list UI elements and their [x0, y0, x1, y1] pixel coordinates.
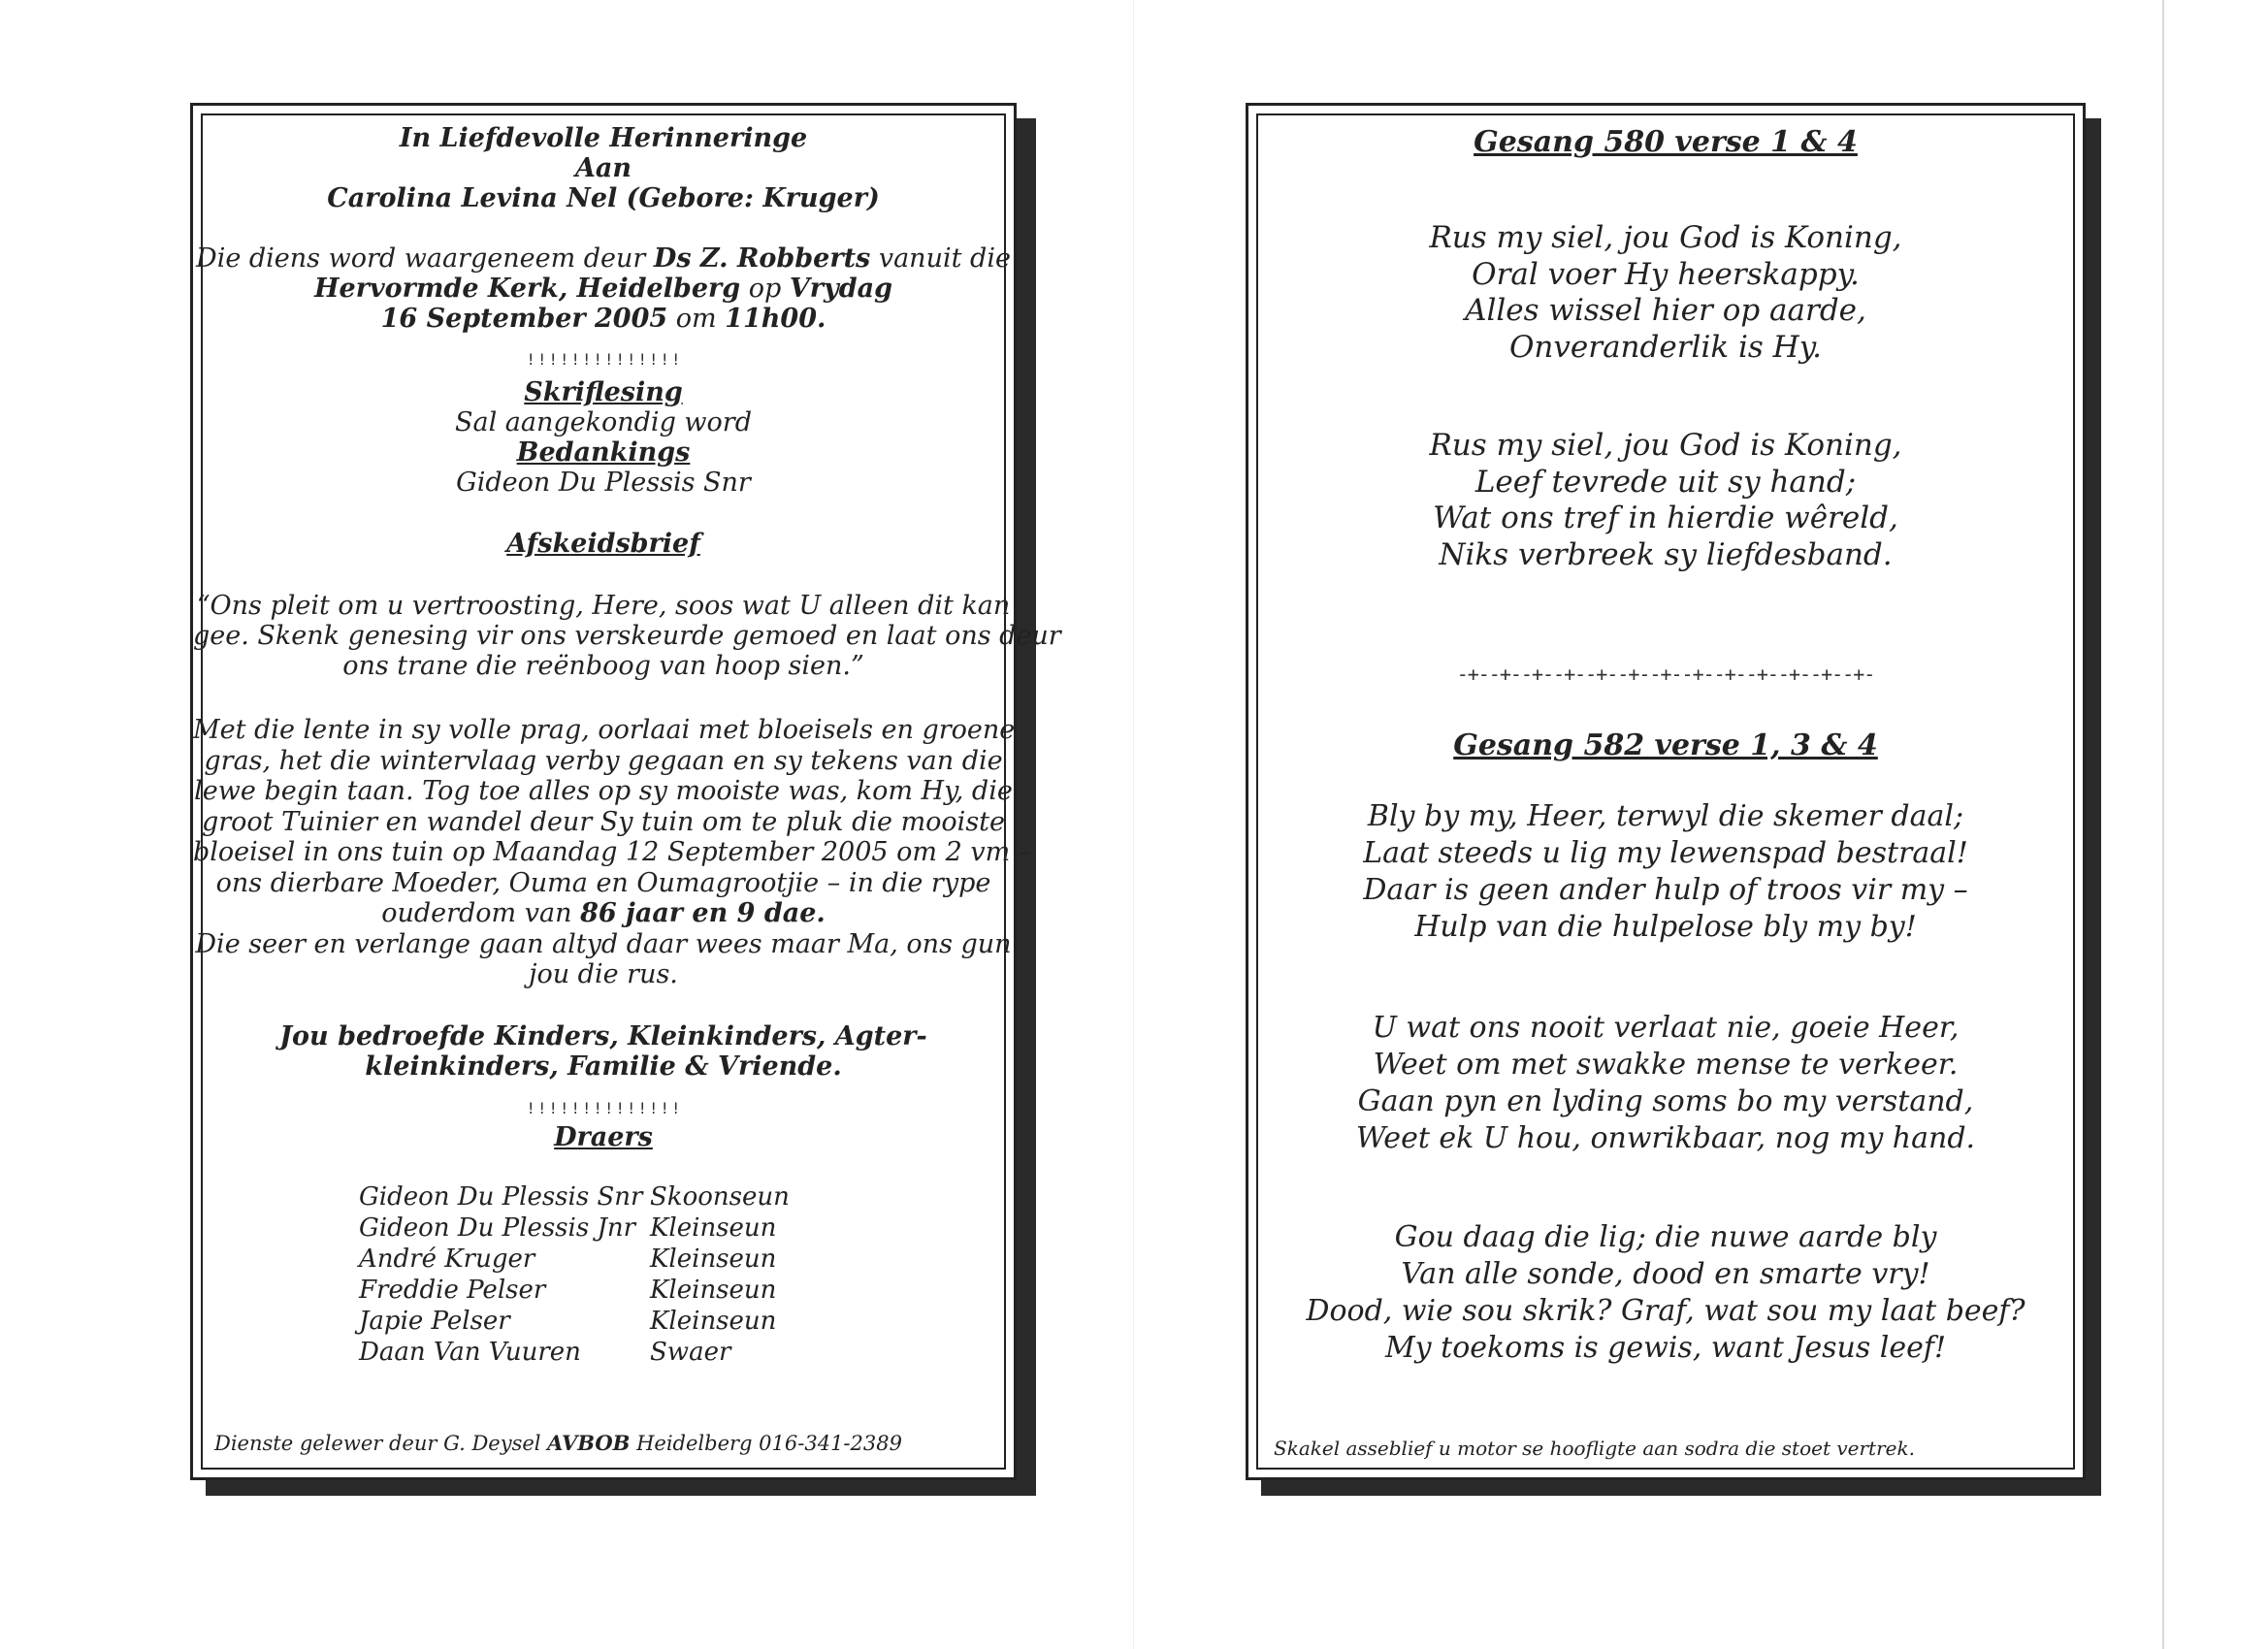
hymn-582-verse-3: Gou daag die lig; die nuwe aarde bly Van alle sonde, dood en smarte vry! Dood, wie sou skrik? Graf, wat sou my laat beef? My toekoms is gewis, want Jesus leef! — [1306, 1220, 2025, 1365]
bedankings-title: Bedankings — [516, 437, 691, 468]
list-item — [359, 1244, 790, 1275]
right-panel — [1246, 103, 2086, 1480]
heading-deceased-name: Carolina Levina Nel (Gebore: Kruger) — [327, 183, 880, 213]
service-date: 16 September 2005 — [380, 304, 668, 334]
sheet-edge — [2162, 0, 2164, 1649]
programme — [193, 377, 1014, 498]
service-day: Vrydag — [789, 274, 892, 304]
heading-line: In Liefdevolle Herinneringe — [399, 123, 808, 153]
bearer-name: André Kruger — [359, 1245, 535, 1274]
hymn-582-verse-2: U wat ons nooit verlaat nie, goeie Heer, Weet om met swakke mense te verkeer. Gaan pyn en lyding soms bo my verstand, Weet ek U hou, onwrikbaar, nog my hand. — [1355, 1011, 1976, 1155]
bearer-relation: Swaer — [650, 1338, 731, 1367]
hymn-580-verse-2: Rus my siel, jou God is Koning, Leef tevrede uit sy hand; Wat ons tref in hierdie wêreld, Niks verbreek sy liefdesband. — [1429, 428, 1902, 572]
bearers-list — [359, 1181, 790, 1368]
service-time: 11h00. — [725, 304, 826, 334]
bearer-relation: Kleinseun — [650, 1276, 777, 1305]
service-line-1: Die diens word waargeneem deur Ds Z. Robberts vanuit die — [196, 243, 1011, 274]
hymn-divider: -+--+--+--+--+--+--+--+--+--+--+--+--+- — [1456, 663, 1875, 686]
bearer-relation: Kleinseun — [650, 1213, 777, 1243]
church-name: Hervormde Kerk, Heidelberg — [314, 274, 741, 304]
service-details — [193, 243, 1014, 334]
farewell-paragraph: Met die lente in sy volle prag, oorlaai met bloeisels en groene gras, het die wintervlaag verby gegaan en sy tekens van die lewe begin taan. Tog toe alles op sy mooiste was, kom Hy, die groot Tuinier en wandel deur Sy tuin om te pluk die mooiste bloeisel in ons tuin op Maandag 12 September 2005 om 2 vm – ons dierbare Moeder, Ouma en Oumagrootjie – in die rype ouderdom van 86 jaar en 9 dae. Die seer en verlange gaan altyd daar wees maar Ma, ons gun jou die rus. — [193, 715, 1032, 989]
footer-right: Skakel asseblief u motor se hoofligte aan sodra die stoet vertrek. — [1274, 1437, 1915, 1460]
hymn-582-verse-1: Bly by my, Heer, terwyl die skemer daal; Laat steeds u lig my lewenspad bestraal! Daar is geen ander hulp of troos vir my – Hulp van die hulpelose bly my by! — [1363, 799, 1968, 944]
skriflesing-title: Skriflesing — [524, 377, 683, 407]
bearer-name: Daan Van Vuuren — [359, 1338, 581, 1367]
avbob-label: AVBOB — [547, 1431, 631, 1455]
service-line-3: 16 September 2005 om 11h00. — [380, 304, 826, 334]
bearer-relation: Skoonseun — [650, 1182, 790, 1212]
list-item — [359, 1212, 790, 1244]
page-fold — [1133, 0, 1134, 1649]
farewell-quote: “Ons pleit om u vertroosting, Here, soos wat U alleen dit kan gee. Skenk genesing vir ons verskeurde gemoed en laat ons deur ons trane die reënboog van hoop sien.” — [193, 591, 1061, 681]
dedication-heading — [193, 123, 1014, 213]
list-item — [359, 1275, 790, 1306]
list-item — [359, 1337, 790, 1368]
bedankings-text: Gideon Du Plessis Snr — [456, 468, 751, 498]
bearer-name: Freddie Pelser — [359, 1276, 546, 1305]
bearer-name: Japie Pelser — [359, 1307, 510, 1336]
list-item — [359, 1306, 790, 1337]
afskeidsbrief-title: Afskeidsbrief — [506, 529, 700, 559]
hymn-582-title: Gesang 582 verse 1, 3 & 4 — [1453, 728, 1878, 762]
age-value: 86 jaar en 9 dae. — [580, 898, 826, 928]
bearer-name: Gideon Du Plessis Snr — [359, 1182, 643, 1212]
footer-left: Dienste gelewer deur G. Deysel AVBOB Heidelberg 016-341-2389 — [214, 1431, 902, 1455]
family-signature: Jou bedroefde Kinders, Kleinkinders, Agter- kleinkinders, Familie & Vriende. — [279, 1021, 927, 1082]
bearer-name: Gideon Du Plessis Jnr — [359, 1213, 636, 1243]
hymn-580-verse-1: Rus my siel, jou God is Koning, Oral voer Hy heerskappy. Alles wissel hier op aarde, Onveranderlik is Hy. — [1429, 220, 1902, 365]
bearer-relation: Kleinseun — [650, 1307, 777, 1336]
skriflesing-text: Sal aangekondig word — [454, 407, 752, 437]
minister-name: Ds Z. Robberts — [653, 243, 871, 274]
hymn-580-title: Gesang 580 verse 1 & 4 — [1474, 125, 1858, 159]
bearer-relation: Kleinseun — [650, 1245, 777, 1274]
age-line: ouderdom van 86 jaar en 9 dae. — [381, 898, 826, 928]
list-item — [359, 1181, 790, 1212]
service-line-2: Hervormde Kerk, Heidelberg op Vrydag — [314, 274, 892, 304]
separator-2: ! ! ! ! ! ! ! ! ! ! ! ! ! ! — [528, 1099, 679, 1117]
separator-1: ! ! ! ! ! ! ! ! ! ! ! ! ! ! — [528, 350, 679, 369]
heading-line: Aan — [574, 153, 632, 183]
draers-title: Draers — [554, 1122, 653, 1152]
